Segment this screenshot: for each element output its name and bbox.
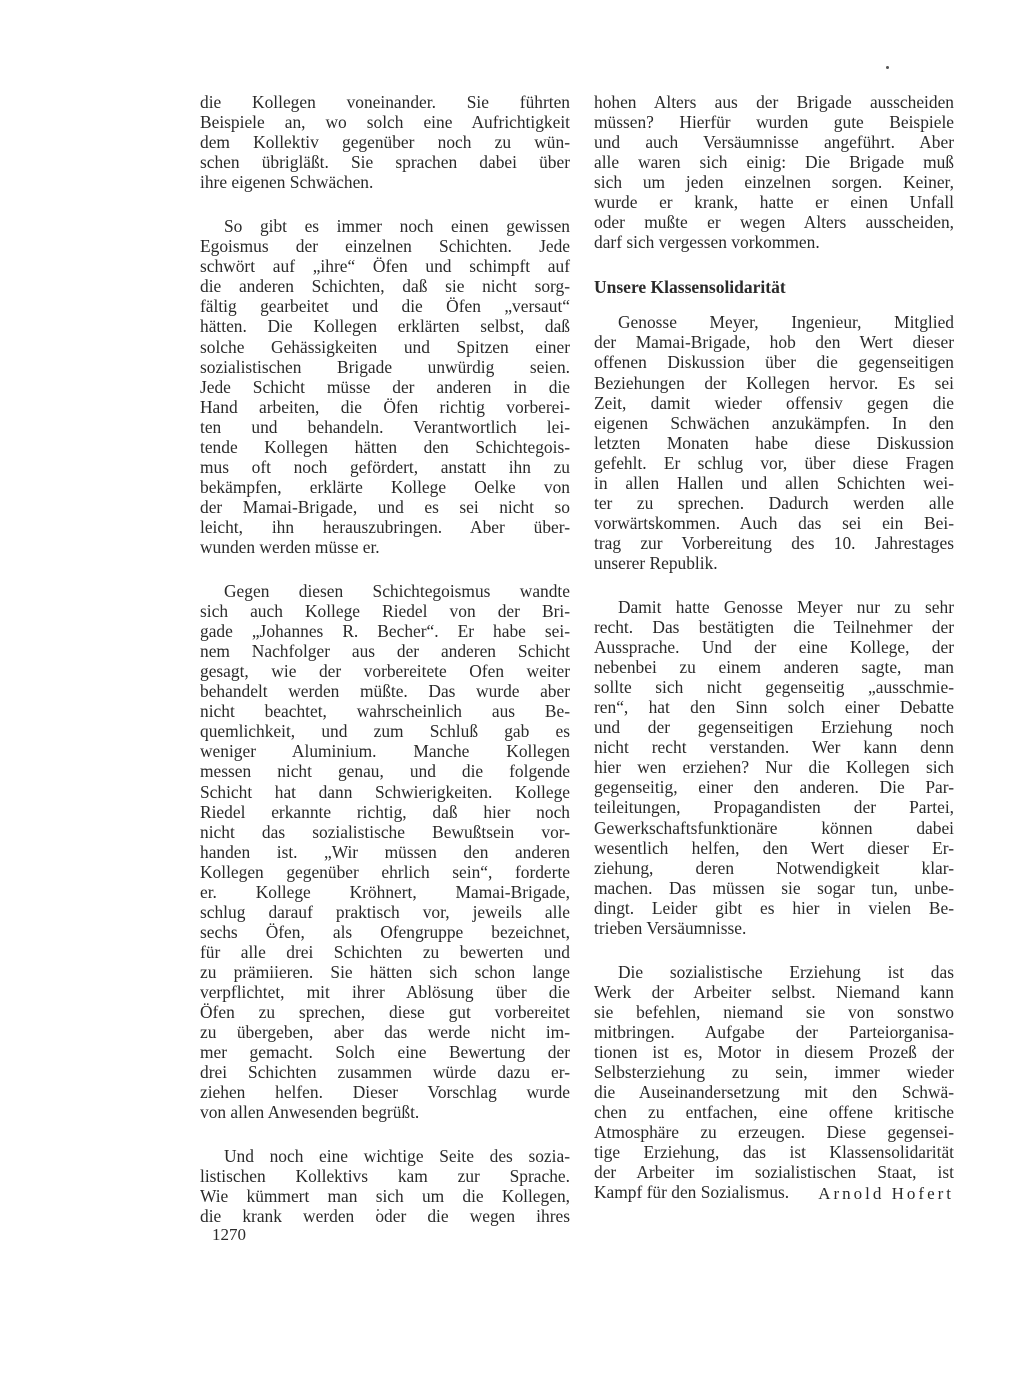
text-line: alle waren sich einig: Die Brigade muß <box>594 152 954 173</box>
text-line: ihre eigenen Schwächen. <box>200 172 374 193</box>
text-line: ziehung, deren Notwendigkeit klar- <box>594 857 954 878</box>
text-line: oder mußte er wegen Alters ausscheiden, <box>594 212 954 233</box>
text-line: Damit hatte Genosse Meyer nur zu sehr <box>618 596 954 617</box>
text-line: der Mamai-Brigade, hob den Wert dieser <box>594 332 954 353</box>
section-heading: Unsere Klassensolidarität <box>594 277 786 298</box>
text-line: behandelt werden müßte. Das wurde aber <box>200 681 570 702</box>
text-line: ten und behandeln. Verantwortlich lei- <box>200 416 570 437</box>
right-column <box>594 92 954 1226</box>
text-line: offenen Diskussion über die gegenseitigen <box>594 352 954 373</box>
text-line: tige Erziehung, das ist Klassensolidarität <box>594 1142 954 1163</box>
paragraph <box>594 962 954 1203</box>
text-line: nicht beachtet, wahrscheinlich aus Be- <box>200 701 570 722</box>
text-line: fältig gearbeitet und die Öfen „versaut“ <box>200 296 570 317</box>
text-line: hohen Alters aus der Brigade ausscheiden <box>594 92 954 112</box>
text-line: sie befehlen, niemand sie von sonstwo <box>594 1001 954 1022</box>
text-line: die krank werden oder die wegen ihres <box>200 1206 570 1227</box>
text-line: in allen Hallen und allen Schichten wei- <box>594 472 954 493</box>
text-line: sechs Öfen, als Ofengruppe bezeichnet, <box>200 921 570 942</box>
page-number: 1270 <box>212 1225 246 1244</box>
text-line: Wie kümmert man sich um die Kollegen, <box>200 1186 570 1207</box>
text-line: quemlichkeit, und zum Schluß gab es <box>200 721 570 742</box>
author-signature: Arnold Hofert <box>818 1184 954 1203</box>
text-line: ren“, hat den Sinn solch einer Debatte <box>594 697 954 718</box>
text-line: müssen? Hierfür wurden gute Beispiele <box>594 112 954 133</box>
text-line: tende Kollegen hätten den Schichtegois- <box>200 436 570 457</box>
text-line: drei Schichten zusammen würde dazu er- <box>200 1062 570 1083</box>
text-line: Beziehungen der Kollegen hervor. Es sei <box>594 372 954 393</box>
text-line: Jede Schicht müsse der anderen in die <box>200 376 570 397</box>
text-line: darf sich vergessen vorkommen. <box>594 232 820 253</box>
paragraph <box>594 92 954 252</box>
paragraph <box>594 597 954 938</box>
text-line: die anderen Schichten, daß sie nicht sorg- <box>200 276 570 297</box>
text-line: trag zur Vorbereitung des 10. Jahrestages <box>594 532 954 553</box>
text-line: gade „Johannes R. Becher“. Er habe sei- <box>200 621 570 642</box>
text-line: gesagt, wie der vorbereitete Ofen weiter <box>200 661 570 682</box>
text-line: eigenen Schwächen anzukämpfen. In den <box>594 412 954 433</box>
text-line: gegenseitig, einer den anderen. Die Par- <box>594 777 954 798</box>
text-line: bekämpfen, erklärte Kollege Oelke von <box>200 476 570 497</box>
text-line: Hand arbeiten, die Öfen richtig vorberei- <box>200 396 570 417</box>
paragraph <box>200 216 570 557</box>
text-line: Atmosphäre zu erzeugen. Diese gegensei- <box>594 1122 954 1143</box>
paragraph <box>200 581 570 1122</box>
text-line: Aussprache. Und der eine Kollege, der <box>594 637 954 658</box>
text-line: dem Kollektiv gegenüber noch zu wün- <box>200 132 570 153</box>
text-line: letzten Monaten habe diese Diskussion <box>594 432 954 453</box>
text-line: und der gegenseitigen Erziehung noch <box>594 717 954 738</box>
text-line: messen nicht genau, und die folgende <box>200 761 570 782</box>
text-line: zu prämiieren. Sie hätten sich schon lange <box>200 961 570 982</box>
text-line: chen zu entfachen, eine offene kritische <box>594 1102 954 1123</box>
text-line: nicht recht verstanden. Wer kann denn <box>594 737 954 758</box>
text-line: mer gemacht. Solch eine Bewertung der <box>200 1042 570 1063</box>
text-line: und auch Versäumnisse angeführt. Aber <box>594 132 954 153</box>
text-line: die Kollegen voneinander. Sie führten <box>200 92 570 112</box>
text-line: teileitungen, Propagandisten der Partei, <box>594 797 954 818</box>
text-line: mitbringen. Aufgabe der Parteiorganisa- <box>594 1021 954 1042</box>
text-line: Zeit, damit wieder offensiv gegen die <box>594 392 954 413</box>
text-line: Kollegen gegenüber ehrlich sein“, forderte <box>200 861 570 882</box>
text-line: ziehen helfen. Dieser Vorschlag wurde <box>200 1082 570 1103</box>
text-line: Gegen diesen Schichtegoismus wandte <box>224 581 570 602</box>
text-line: er. Kollege Kröhnert, Mamai-Brigade, <box>200 881 570 902</box>
text-line: recht. Das bestätigten die Teilnehmer der <box>594 617 954 638</box>
text-line: wesentlich helfen, den Wert dieser Er- <box>594 837 954 858</box>
text-line: der Arbeiter im sozialistischen Staat, ist <box>594 1162 954 1183</box>
text-line: gefehlt. Er schlug vor, über diese Fragen <box>594 452 954 473</box>
text-line: wurde er krank, hatte er einen Unfall <box>594 192 954 213</box>
text-line: So gibt es immer noch einen gewissen <box>224 216 570 237</box>
text-line: hier wen erziehen? Nur die Kollegen sich <box>594 757 954 778</box>
text-line: unserer Republik. <box>594 552 718 573</box>
text-line: nicht das sozialistische Bewußtsein vor- <box>200 821 570 842</box>
text-line: leicht, ihn herauszubringen. Aber über- <box>200 516 570 537</box>
text-line: der Mamai-Brigade, und es sei nicht so <box>200 496 570 517</box>
text-line: vorwärtskommen. Auch das sei ein Bei- <box>594 512 954 533</box>
text-line: ter zu sprechen. Dadurch werden alle <box>594 492 954 513</box>
paragraph <box>594 312 954 573</box>
text-line: Die sozialistische Erziehung ist das <box>618 961 954 982</box>
text-line: sozialistischen Brigade unwürdig seien. <box>200 356 570 377</box>
text-line: nem Nachfolger aus der anderen Schicht <box>200 641 570 662</box>
text-line: Und noch eine wichtige Seite des sozia- <box>224 1146 570 1167</box>
text-line: listischen Kollektivs kam zur Sprache. <box>200 1166 570 1187</box>
text-line: Egoismus der einzelnen Schichten. Jede <box>200 236 570 257</box>
text-line: für alle drei Schichten zu bewerten und <box>200 941 570 962</box>
text-line: handen ist. „Wir müssen den anderen <box>200 841 570 862</box>
text-line: schen übrigläßt. Sie sprachen dabei über <box>200 152 570 173</box>
text-line: die Auseinandersetzung mit den Schwä- <box>594 1082 954 1103</box>
text-line: Beispiele an, wo solch eine Aufrichtigkeit <box>200 112 570 133</box>
text-line: verpflichtet, mit ihrer Ablösung über die <box>200 981 570 1002</box>
text-line: sich auch Kollege Riedel von der Bri- <box>200 601 570 622</box>
text-line: trieben Versäumnisse. <box>594 917 747 938</box>
text-line: weniger Aluminium. Manche Kollegen <box>200 741 570 762</box>
paragraph <box>200 1146 570 1226</box>
text-line: Selbsterziehung zu sein, immer wieder <box>594 1062 954 1083</box>
text-line: dingt. Leider gibt es hier in vielen Be- <box>594 897 954 918</box>
text-line: Öfen zu sprechen, diese gut vorbereitet <box>200 1002 570 1023</box>
text-line: schlug darauf praktisch vor, jeweils alle <box>200 901 570 922</box>
text-line: schwört auf „ihre“ Öfen und schimpft auf <box>200 256 570 277</box>
text-line: mus oft noch gefördert, anstatt ihn zu <box>200 456 570 477</box>
text-line: tionen ist es, Motor in diesem Prozeß der <box>594 1041 954 1062</box>
text-line: Werk der Arbeiter selbst. Niemand kann <box>594 981 954 1002</box>
text-line: zu übergeben, aber das werde nicht im- <box>200 1022 570 1043</box>
print-speck <box>886 66 889 69</box>
text-line: Genosse Meyer, Ingenieur, Mitglied <box>618 312 954 333</box>
text-line: Kampf für den Sozialismus. <box>594 1182 790 1203</box>
text-line: sich um jeden einzelnen sorgen. Keiner, <box>594 172 954 193</box>
text-line: machen. Das müssen sie sogar tun, unbe- <box>594 877 954 898</box>
text-line: Gewerkschaftsfunktionäre können dabei <box>594 817 954 838</box>
text-line: Riedel erkannte richtig, daß hier noch <box>200 801 570 822</box>
text-line: solche Gehässigkeiten und Spitzen einer <box>200 336 570 357</box>
text-line: sollte sich nicht gegenseitig „ausschmie- <box>594 677 954 698</box>
text-line: nebenbei zu einem anderen sagte, man <box>594 657 954 678</box>
paragraph <box>200 92 570 192</box>
text-line: von allen Anwesenden begrüßt. <box>200 1102 420 1123</box>
text-line: hätten. Die Kollegen erklärten selbst, daß <box>200 316 570 337</box>
text-line: wunden werden müsse er. <box>200 536 380 557</box>
text-line: Schicht hat dann Schwierigkeiten. Kollege <box>200 781 570 802</box>
left-column <box>200 92 570 1250</box>
